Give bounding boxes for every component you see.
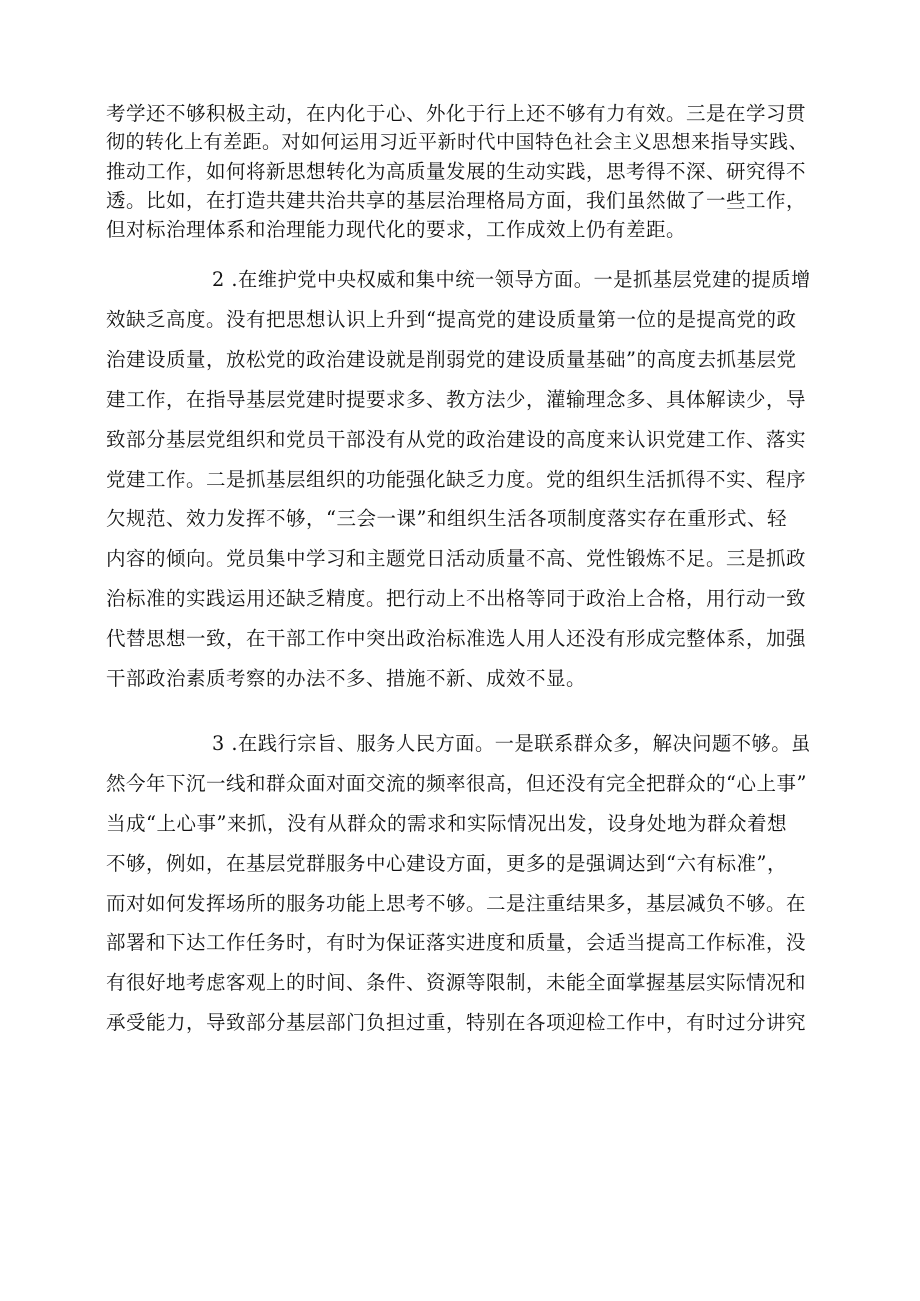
paragraph-line: 3 .在践行宗旨、服务人民方面。一是联系群众多，解决问题不够。虽 <box>212 732 811 755</box>
paragraph-line: 考学还不够积极主动，在内化于心、外化于行上还不够有力有效。三是在学习贯 <box>106 102 807 125</box>
paragraph-line: 推动工作，如何将新思想转化为高质量发展的生动实践，思考得不深、研究得不 <box>106 160 807 183</box>
paragraph-line: 彻的转化上有差距。对如何运用习近平新时代中国特色社会主义思想来指导实践、 <box>106 131 809 153</box>
paragraph-line: 然今年下沉一线和群众面对面交流的频率很高，但还没有完全把群众的“心上事” <box>106 772 807 795</box>
paragraph-line: 当成“上心事”来抓，没有从群众的需求和实际情况出发，设身处地为群众着想 <box>106 812 787 835</box>
paragraph-line: 治标准的实践运用还缺乏精度。把行动上不出格等同于政治上合格，用行动一致 <box>106 587 807 610</box>
paragraph-line: 干部政治素质考察的办法不多、措施不新、成效不显。 <box>106 667 587 690</box>
paragraph-line: 党建工作。二是抓基层组织的功能强化缺乏力度。党的组织生活抓得不实、程序 <box>106 468 807 491</box>
paragraph-line: 欠规范、效力发挥不够，“三会一课”和组织生活各项制度落实存在重形式、轻 <box>106 507 787 530</box>
paragraph-line: 透。比如，在打造共建共治共享的基层治理格局方面，我们虽然做了一些工作， <box>106 189 807 212</box>
paragraph-line: 2 .在维护党中央权威和集中统一领导方面。一是抓基层党建的提质增 <box>212 268 811 291</box>
paragraph-line: 部署和下达工作任务时，有时为保证落实进度和质量，会适当提高工作标准，没 <box>106 931 807 954</box>
paragraph-line: 而对如何发挥场所的服务功能上思考不够。二是注重结果多，基层减负不够。在 <box>106 892 807 915</box>
paragraph-line: 但对标治理体系和治理能力现代化的要求，工作成效上仍有差距。 <box>106 218 687 241</box>
paragraph-line: 代替思想一致，在干部工作中突出政治标准选人用人还没有形成完整体系，加强 <box>106 627 807 650</box>
paragraph-line: 治建设质量，放松党的政治建设就是削弱党的建设质量基础”的高度去抓基层党 <box>106 348 797 371</box>
paragraph-line: 有很好地考虑客观上的时间、条件、资源等限制，未能全面掌握基层实际情况和 <box>106 971 807 994</box>
paragraph-line: 效缺乏高度。没有把思想认识上升到“提高党的建设质量第一位的是提高党的政 <box>106 308 797 331</box>
paragraph-line: 内容的倾向。党员集中学习和主题党日活动质量不高、党性锻炼不足。三是抓政 <box>106 547 807 570</box>
paragraph-line: 建工作，在指导基层党建时提要求多、教方法少，灌输理念多、具体解读少，导 <box>106 388 807 411</box>
paragraph-line: 致部分基层党组织和党员干部没有从党的政治建设的高度来认识党建工作、落实 <box>106 428 807 451</box>
paragraph-line: 承受能力，导致部分基层部门负担过重，特别在各项迎检工作中，有时过分讲究 <box>106 1011 807 1034</box>
paragraph-line: 不够，例如，在基层党群服务中心建设方面，更多的是强调达到“六有标准”， <box>106 852 787 875</box>
